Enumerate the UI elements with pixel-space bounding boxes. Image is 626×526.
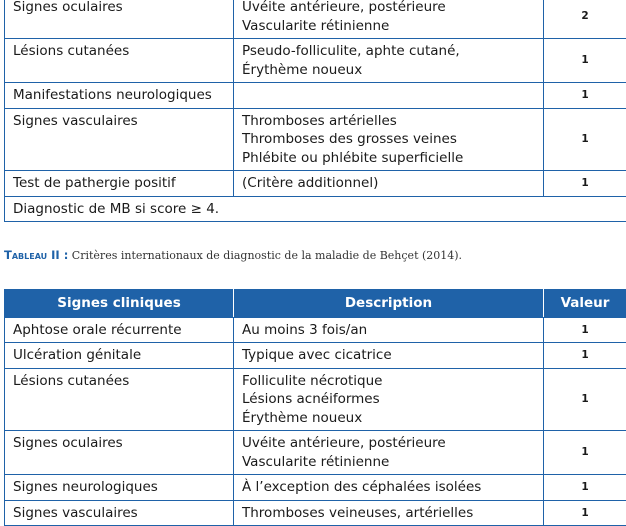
description-line: Lésions acnéiformes [242,390,535,409]
table-row [5,431,626,475]
description-line: Thromboses veineuses, artérielles [242,504,535,523]
description-cell [234,500,544,526]
clinical-sign-cell: Signes oculaires [5,0,234,39]
description-line: Vascularite rétinienne [242,453,535,472]
description-cell [234,317,544,343]
header-value: Valeur [544,290,626,318]
score-value-cell: 1 [544,368,626,431]
table-row [5,108,626,171]
description-line: Pseudo-folliculite, aphte cutané, [242,42,535,61]
description-line: Érythème noueux [242,61,535,80]
description-line: À l’exception des céphalées isolées [242,478,535,497]
description-line: Au moins 3 fois/an [242,321,535,340]
score-value-cell: 1 [544,39,626,83]
description-cell [234,343,544,369]
header-signs: Signes cliniques [5,290,234,318]
score-value-cell: 1 [544,108,626,171]
description-line: Typique avec cicatrice [242,346,535,365]
clinical-sign-cell: Manifestations neurologiques [5,83,234,109]
score-value-cell: 1 [544,317,626,343]
description-line: Uvéite antérieure, postérieure [242,0,535,17]
description-line: (Critère additionnel) [242,174,535,193]
diagnosis-footer-row [5,196,626,222]
description-line: Thromboses artérielles [242,112,535,131]
description-cell [234,475,544,501]
score-value-cell: 2 [544,0,626,39]
clinical-sign-cell: Ulcération génitale [5,343,234,369]
table-row [5,475,626,501]
description-cell [234,83,544,109]
score-value-cell: 1 [544,500,626,526]
description-line: Thromboses des grosses veines [242,130,535,149]
description-cell [234,108,544,171]
table-row [5,368,626,431]
score-value-cell: 1 [544,343,626,369]
description-line: Vascularite rétinienne [242,17,535,36]
clinical-sign-cell: Lésions cutanées [5,368,234,431]
clinical-sign-cell: Signes vasculaires [5,500,234,526]
description-cell [234,368,544,431]
description-line: Phlébite ou phlébite superficielle [242,149,535,168]
table-caption [4,248,462,262]
criteria-table-1 [4,0,626,222]
description-line: Uvéite antérieure, postérieure [242,434,535,453]
criteria-table-2-body [5,317,626,526]
clinical-sign-cell: Test de pathergie positif [5,171,234,197]
description-cell [234,39,544,83]
score-value-cell: 1 [544,83,626,109]
score-value-cell: 1 [544,475,626,501]
header-description: Description [234,290,544,318]
table-row [5,83,626,109]
criteria-table-1-body [5,0,626,222]
diagnosis-rule: Diagnostic de MB si score ≥ 4. [5,196,626,222]
caption-text: Critères internationaux de diagnostic de la maladie de Behçet (2014). [68,249,462,262]
table-row [5,500,626,526]
description-line: Folliculite nécrotique [242,372,535,391]
table-row [5,343,626,369]
table-row [5,171,626,197]
clinical-sign-cell: Aphtose orale récurrente [5,317,234,343]
clinical-sign-cell: Signes oculaires [5,431,234,475]
clinical-sign-cell: Signes vasculaires [5,108,234,171]
score-value-cell: 1 [544,431,626,475]
score-value-cell: 1 [544,171,626,197]
description-cell [234,0,544,39]
header-row [5,290,626,318]
clinical-sign-cell: Signes neurologiques [5,475,234,501]
description-line: Érythème noueux [242,409,535,428]
description-cell [234,431,544,475]
caption-label: Tableau II : [4,248,68,262]
description-cell [234,171,544,197]
table-row [5,317,626,343]
criteria-table-2 [4,289,626,526]
table-row [5,0,626,39]
clinical-sign-cell: Lésions cutanées [5,39,234,83]
table-row [5,39,626,83]
